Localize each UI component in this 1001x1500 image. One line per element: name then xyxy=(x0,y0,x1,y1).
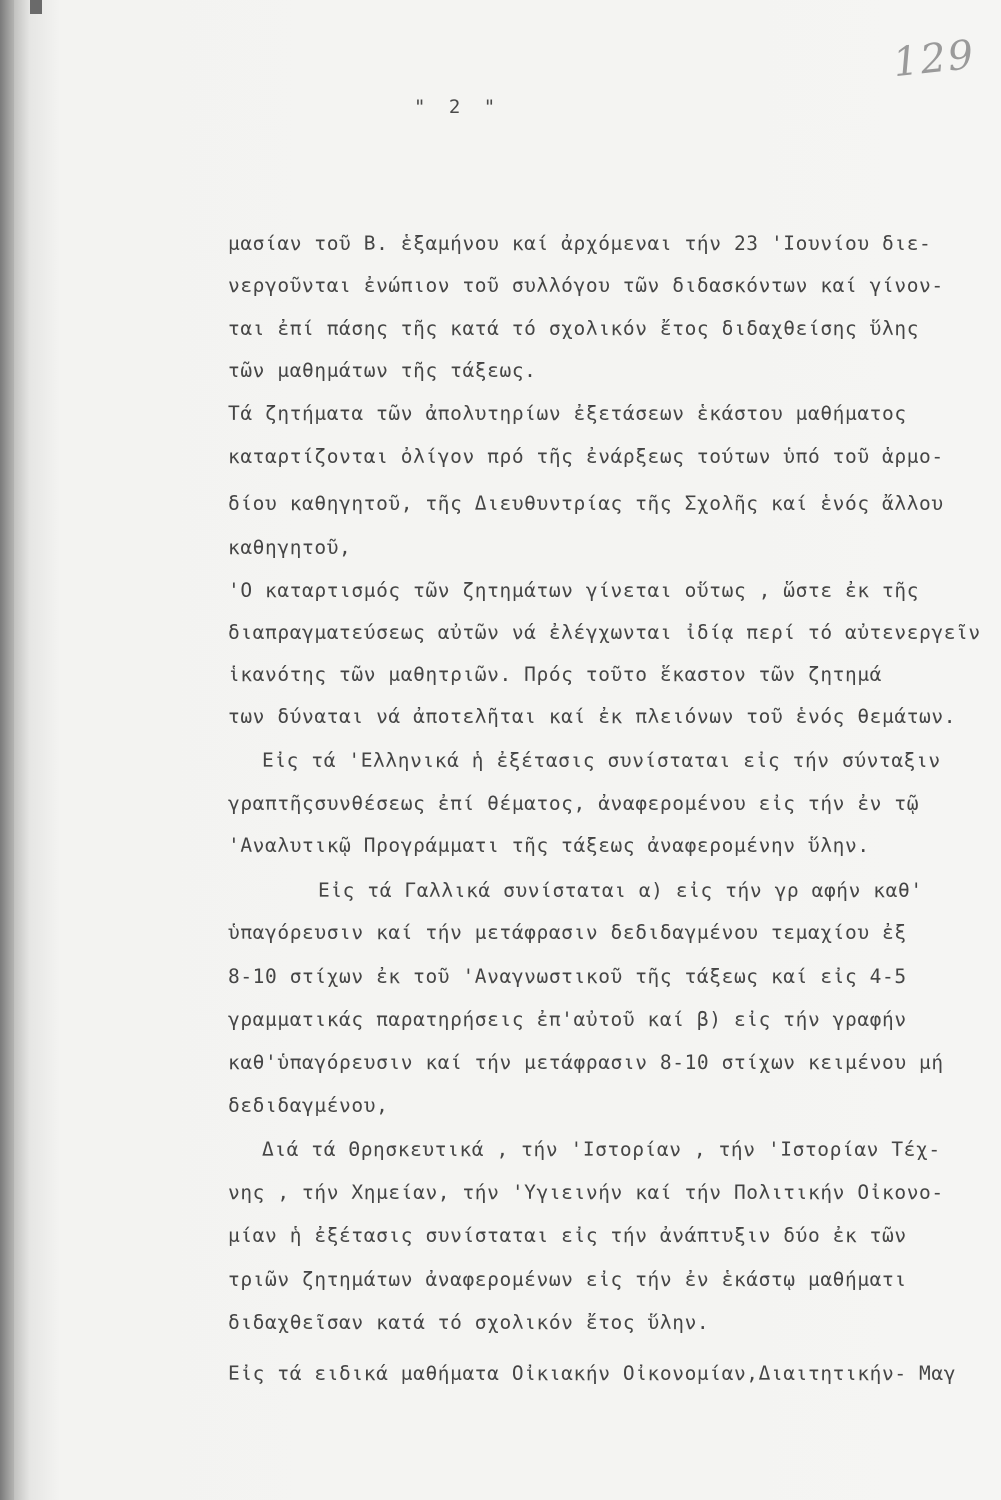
text-line: διαπραγματεύσεως αὐτῶν νά ἐλέγχωνται ἰδίᾳ περί τό αὐτενεργεῖν xyxy=(228,621,981,644)
text-line: Εἰς τά ειδικά μαθήματα Οἰκιακήν Οἰκονομίαν,Διαιτητικήν- Μαγ xyxy=(228,1362,957,1385)
text-line: γραπτῆςσυνθέσεως ἐπί θέματος, ἀναφερομένου εἰς τήν ἐν τῷ xyxy=(228,792,920,815)
text-line: Διά τά Θρησκευτικά , τήν 'Ιστορίαν , τήν 'Ιστορίαν Τέχ- xyxy=(262,1138,941,1161)
text-line: νεργοῦνται ἐνώπιον τοῦ συλλόγου τῶν διδασκόντων καί γίνον- xyxy=(228,274,944,297)
text-line: μίαν ἡ ἐξέτασις συνίσταται εἰς τήν ἀνάπτυξιν δύο ἐκ τῶν xyxy=(228,1224,907,1247)
text-line: Εἰς τά Γαλλικά συνίσταται α) εἰς τήν γρ αφήν καθ' xyxy=(318,879,923,902)
text-line: ται ἐπί πάσης τῆς κατά τό σχολικόν ἔτος διδαχθείσης ὕλης xyxy=(228,317,920,340)
text-line: μασίαν τοῦ Β. ἑξαμήνου καί ἀρχόμεναι τήν 23 'Ιουνίου διε- xyxy=(228,232,932,255)
text-line: καθηγητοῦ, xyxy=(228,536,352,559)
text-line: καταρτίζονται ὀλίγον πρό τῆς ἐνάρξεως τούτων ὑπό τοῦ ἁρμο- xyxy=(228,445,944,468)
text-line: 'Ο καταρτισμός τῶν ζητημάτων γίνεται οὕτως , ὥστε ἐκ τῆς xyxy=(228,579,920,602)
binding-shadow xyxy=(0,0,14,1500)
text-line: Τά ζητήματα τῶν ἀπολυτηρίων ἐξετάσεων ἑκάστου μαθήματος xyxy=(228,402,907,425)
text-line: δεδιδαγμένου, xyxy=(228,1094,389,1117)
text-line: τριῶν ζητημάτων ἀναφερομένων εἰς τήν ἐν ἑκάστῳ μαθήματι xyxy=(228,1268,907,1291)
text-line: γραμματικάς παρατηρήσεις ἐπ'αὐτοῦ καί β) εἰς τήν γραφήν xyxy=(228,1008,907,1031)
text-line: ἱκανότης τῶν μαθητριῶν. Πρός τοῦτο ἕκαστον τῶν ζητημά xyxy=(228,663,883,686)
text-line: νης , τήν Χημείαν, τήν 'Υγιεινήν καί τήν Πολιτικήν Οἰκονο- xyxy=(228,1181,944,1204)
text-line: Εἰς τά 'Ελληνικά ἡ ἐξέτασις συνίσταται εἰς τήν σύνταξιν xyxy=(262,749,941,772)
text-line: τῶν μαθημάτων τῆς τάξεως. xyxy=(228,359,537,382)
binding-tab xyxy=(30,0,42,14)
text-line: ὑπαγόρευσιν καί τήν μετάφρασιν δεδιδαγμένου τεμαχίου ἐξ xyxy=(228,921,907,944)
text-line: των δύναται νά ἀποτελῆται καί ἐκ πλειόνων τοῦ ἑνός θεμάτων. xyxy=(228,705,957,728)
folio-number: 129 xyxy=(890,31,978,87)
text-line: δίου καθηγητοῦ, τῆς Διευθυντρίας τῆς Σχολῆς καί ἑνός ἄλλου xyxy=(228,492,944,515)
text-line: 8-10 στίχων ἐκ τοῦ 'Αναγνωστικοῦ τῆς τάξεως καί εἰς 4-5 xyxy=(228,965,907,988)
page-number: " 2 " xyxy=(414,96,502,118)
text-line: καθ'ὑπαγόρευσιν καί τήν μετάφρασιν 8-10 στίχων κειμένου μή xyxy=(228,1051,944,1074)
text-line: διδαχθεῖσαν κατά τό σχολικόν ἔτος ὕλην. xyxy=(228,1311,710,1334)
text-line: 'Αναλυτικῷ Προγράμματι τῆς τάξεως ἀναφερομένην ὕλην. xyxy=(228,834,870,857)
